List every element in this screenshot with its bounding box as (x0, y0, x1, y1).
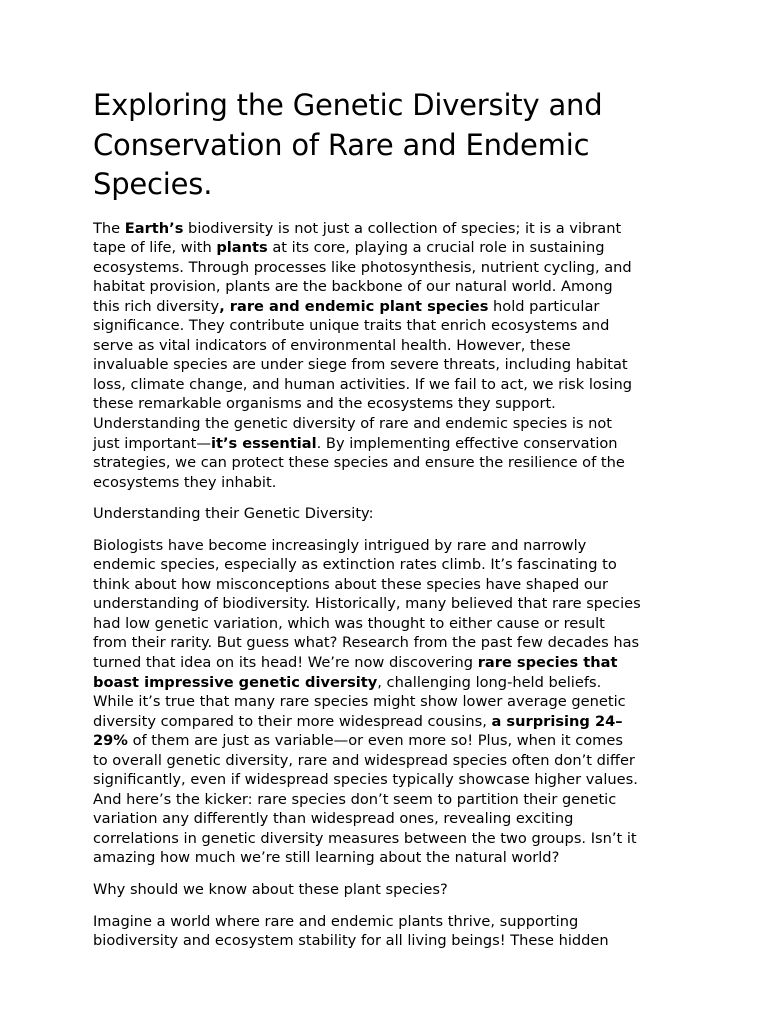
text-line (93, 238, 678, 258)
text-line (93, 829, 678, 849)
title-line: Conservation of Rare and Endemic (93, 127, 590, 162)
text-run: endemic species, especially as extinction rates climb. It’s fascinating to (93, 556, 617, 574)
text-run: While it’s true that many rare species might show lower average genetic (93, 693, 626, 711)
bold-text: rare species that (477, 653, 618, 671)
text-run: understanding of biodiversity. Historically, many believed that rare species (93, 595, 641, 613)
document-title (93, 86, 678, 205)
text-line (93, 504, 678, 524)
text-run: loss, climate change, and human activities. If we fail to act, we risk losing (93, 375, 632, 393)
text-line (93, 594, 678, 614)
paragraph (93, 504, 678, 524)
text-line (93, 770, 678, 790)
document-body (93, 219, 678, 951)
text-run: significantly, even if widespread species typically showcase higher values. (93, 771, 638, 789)
text-line (93, 912, 678, 932)
paragraph (93, 912, 678, 951)
text-line (93, 453, 678, 473)
bold-text: plants (216, 239, 268, 257)
text-line (93, 555, 678, 575)
text-line (93, 219, 678, 239)
text-line (93, 375, 678, 395)
text-run: Understanding their Genetic Diversity: (93, 505, 374, 523)
title-line: Species. (93, 167, 213, 201)
text-line (93, 434, 678, 454)
text-run: to overall genetic diversity, rare and widespread species often don’t differ (93, 751, 635, 769)
paragraph (93, 880, 678, 900)
text-run: hold particular (488, 297, 600, 315)
text-run: Why should we know about these plant species? (93, 881, 448, 898)
text-line (93, 633, 678, 653)
document-page (93, 86, 678, 963)
text-run: diversity compared to their more widespread cousins, (93, 712, 492, 730)
text-run: invaluable species are under siege from severe threats, including habitat (93, 356, 628, 374)
text-line (93, 673, 678, 693)
text-run: biodiversity is not just a collection of species; it is a vibrant (183, 219, 622, 237)
text-line (93, 336, 678, 356)
bold-text: Earth’s (124, 219, 184, 237)
text-line (93, 258, 678, 278)
text-run: serve as vital indicators of environmental health. However, these (93, 336, 571, 354)
text-run: think about how misconceptions about these species have shaped our (93, 575, 609, 593)
text-line (93, 297, 678, 317)
text-run: this rich diversity (93, 297, 220, 315)
text-line (93, 614, 678, 634)
text-run: Imagine a world where rare and endemic plants thrive, supporting (93, 912, 579, 930)
bold-text: 29% (93, 732, 128, 750)
text-line (93, 355, 678, 375)
text-line (93, 575, 678, 595)
paragraph (93, 219, 678, 493)
text-line (93, 473, 678, 493)
text-run: , challenging long-held beliefs. (377, 673, 602, 691)
bold-text: it’s essential (210, 434, 317, 452)
text-line (93, 809, 678, 829)
text-line (93, 712, 678, 732)
text-run: of them are just as variable—or even more so! Plus, when it comes (127, 732, 623, 750)
text-line (93, 692, 678, 712)
text-line (93, 653, 678, 673)
text-run: tape of life, with (93, 239, 217, 257)
text-run: And here’s the kicker: rare species don’t seem to partition their genetic (93, 790, 617, 808)
bold-text: a surprising 24– (491, 712, 623, 730)
text-run: these remarkable organisms and the ecosystems they support. (93, 395, 556, 413)
text-run: correlations in genetic diversity measures between the two groups. Isn’t it (93, 829, 637, 847)
text-run: just important— (93, 434, 211, 452)
text-run: . By implementing effective conservation (316, 434, 618, 452)
bold-text: boast impressive genetic diversity (93, 673, 378, 691)
text-line (93, 731, 678, 751)
title-line: Exploring the Genetic Diversity and (93, 88, 603, 122)
text-line (93, 790, 678, 810)
text-line (93, 394, 678, 414)
text-run: from their rarity. But guess what? Research from the past few decades has (93, 634, 640, 652)
text-run: at its core, playing a crucial role in sustaining (267, 239, 605, 257)
text-line (93, 316, 678, 336)
text-run: ecosystems they inhabit. (93, 473, 277, 491)
text-run: significance. They contribute unique traits that enrich ecosystems and (93, 317, 610, 335)
text-line (93, 880, 678, 900)
text-run: variation any differently than widespread ones, revealing exciting (93, 810, 574, 828)
paragraph (93, 536, 678, 868)
text-run: turned that idea on its head! We’re now discovering (93, 653, 478, 671)
text-run: Biologists have become increasingly intrigued by rare and narrowly (93, 536, 587, 554)
text-run: The (93, 219, 125, 237)
text-run: strategies, we can protect these species and ensure the resilience of the (93, 454, 625, 472)
text-run: biodiversity and ecosystem stability for all living beings! These hidden (93, 932, 609, 950)
text-run: had low genetic variation, which was thought to either cause or result (93, 614, 605, 632)
text-run: ecosystems. Through processes like photosynthesis, nutrient cycling, and (93, 258, 632, 276)
text-line (93, 751, 678, 771)
text-run: Understanding the genetic diversity of rare and endemic species is not (93, 414, 613, 432)
text-line (93, 848, 678, 868)
bold-text: , rare and endemic plant species (219, 297, 489, 315)
text-line (93, 931, 678, 951)
text-line (93, 414, 678, 434)
text-run: habitat provision, plants are the backbone of our natural world. Among (93, 278, 613, 296)
text-run: amazing how much we’re still learning about the natural world? (93, 849, 560, 867)
text-line (93, 536, 678, 556)
text-line (93, 277, 678, 297)
